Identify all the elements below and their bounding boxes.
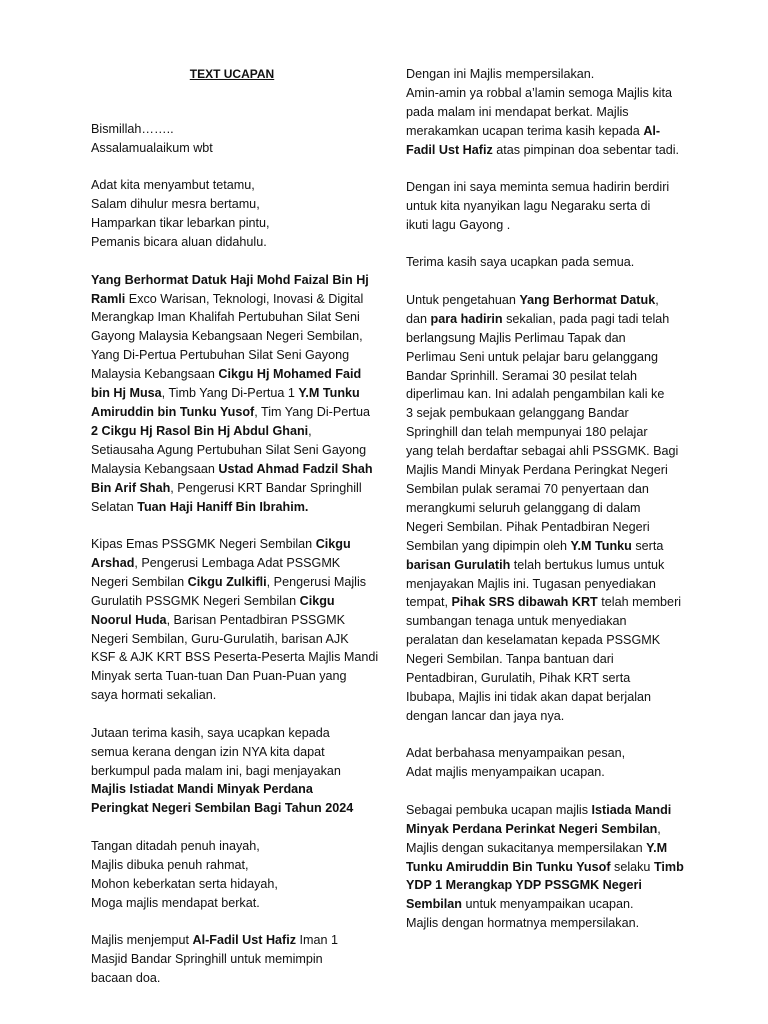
paragraph [406,291,688,726]
bold-text: Majlis Istiadat Mandi Minyak Perdana [91,782,313,797]
right-column [406,65,688,952]
body-text: , Tim Yang Di-Pertua [254,404,370,419]
body-text: Kipas Emas PSSGMK Negeri Sembilan [91,537,316,551]
text-line [406,367,688,386]
paragraph [406,253,688,272]
body-text: Dengan ini Majlis mempersilakan. [406,67,595,81]
paragraph [91,271,373,517]
body-text: telah memberi [597,595,682,610]
body-text: berkumpul pada malam ini, bagi menjayakan [91,763,341,778]
bold-text: Timb [653,859,684,874]
bold-text: Ramli [91,291,126,306]
paragraph [91,931,373,988]
text-line [91,346,373,365]
body-text: tempat, [406,595,452,610]
body-text: Sembilan pulak seramai 70 penyertaan dan [406,482,649,496]
left-paragraphs [91,120,379,988]
bold-text: Pihak SRS dibawah KRT [451,595,598,610]
body-text: Negeri Sembilan. Pihak Pentadbiran Negeri [406,519,650,534]
body-text: Terima kasih saya ucapkan pada semua. [406,255,635,270]
bold-text: bin Hj Musa [91,386,162,401]
text-line [406,480,688,499]
body-text: ikuti lagu Gayong . [406,217,511,232]
body-text: Yang Di-Pertua Pertubuhan Silat Seni Gayong [91,348,350,363]
text-line [406,329,688,348]
text-line [406,688,688,707]
paragraph [406,744,688,782]
text-line [406,650,688,669]
body-text: dengan lancar dan jaya nya. [406,708,565,723]
body-text: peralatan dan keselamatan kepada PSSGMK [406,633,661,648]
bold-text: Y.M Tunku [570,538,632,553]
bold-text: Yang Berhormat Datuk [519,292,656,307]
text-line [91,894,373,913]
text-line [91,479,373,498]
text-line [91,403,373,422]
text-line [91,743,373,762]
text-line [406,707,688,726]
body-text: Springhill dan telah mempunyai 180 pelajar [406,425,648,440]
body-text: Salam dihulur mesra bertamu, [91,197,260,212]
text-line [91,931,373,950]
body-text: Majlis dengan hormatnya mempersilakan. [406,916,640,931]
bold-text: Istiada Mandi [591,802,672,817]
body-text: , Pengerusi KRT Bandar Springhill [170,480,362,495]
text-line [91,950,373,969]
text-line [91,271,373,290]
text-line [406,178,688,197]
text-line [91,686,373,705]
text-line [91,856,373,875]
bold-text: Cikgu [315,537,351,551]
body-text: semua kerana dengan izin NYA kita dapat [91,744,325,759]
body-text: , Timb Yang Di-Pertua 1 [161,386,299,401]
text-line [91,308,373,327]
paragraph [91,535,379,705]
body-text: Assalamualaikum wbt [91,140,213,155]
body-text: Moga majlis mendapat berkat. [91,895,260,910]
bold-text: para hadirin [430,311,503,326]
text-line [91,837,373,856]
text-line [91,780,373,799]
bold-text: Y.M Tunku [298,386,360,401]
text-line [406,820,688,839]
bold-text: Arshad [91,555,135,570]
body-text: Hamparkan tikar lebarkan pintu, [91,216,270,231]
body-text: 3 sejak pembukaan gelanggang Bandar [406,406,629,421]
body-text: sumbangan tenaga untuk menyediakan [406,614,627,629]
text-line [406,631,688,650]
text-line [406,744,688,763]
paragraph [406,801,688,933]
body-text: Minyak serta Tuan-tuan Dan Puan-Puan yang [91,669,347,684]
body-text: Majlis dengan sukacitanya mempersilakan [406,840,647,855]
body-text: Pentadbiran, Gurulatih, Pihak KRT serta [406,671,631,686]
text-line [406,914,688,933]
bold-text: Bin Arif Shah [91,480,171,495]
text-line [91,969,373,988]
text-line [406,858,688,877]
text-line [406,141,688,160]
body-text: Sembilan yang dipimpin oleh [406,538,571,553]
body-text: Selatan [91,499,138,514]
left-column [91,65,379,1006]
body-text: Untuk pengetahuan [406,292,520,307]
text-line [91,195,373,214]
body-text: pada malam ini mendapat berkat. Majlis [406,104,629,119]
text-line [406,291,688,310]
text-line [91,535,373,554]
body-text: , Pengerusi Lembaga Adat PSSGMK [134,555,341,570]
text-line [91,648,379,667]
body-text: Jutaan terima kasih, saya ucapkan kepada [91,725,330,740]
text-line [406,876,688,895]
bold-text: Minyak Perdana Perinkat Negeri Sembilan [406,821,658,836]
body-text: Negeri Sembilan [91,574,188,589]
body-text: yang telah berdaftar sebagai ahli PSSGMK. Bagi [406,444,679,459]
body-text: , [657,821,661,836]
body-text: Majlis Mandi Minyak Perdana Peringkat Negeri [406,463,668,478]
text-line [91,498,373,517]
body-text: Sebagai pembuka ucapan majlis [406,802,592,817]
document-title: TEXT UCAPAN [189,67,275,81]
body-text: Negeri Sembilan, Guru-Gurulatih, barisan AJK [91,631,349,646]
body-text: Merangkap Iman Khalifah Pertubuhan Silat Seni [91,310,360,325]
text-line [406,216,688,235]
text-line [91,233,373,252]
text-line [406,763,688,782]
body-text: Masjid Bandar Springhill untuk memimpin [91,952,323,966]
bold-text: barisan Gurulatih [406,557,511,572]
text-line [91,384,373,403]
body-text: Malaysia Kebangsaan [91,367,219,382]
text-line [91,176,373,195]
text-line [91,573,373,592]
text-line [91,630,373,649]
text-line [406,537,688,556]
text-line [406,197,688,216]
text-line [91,799,373,818]
bold-text: Noorul Huda [91,612,167,627]
body-text: menjayakan Majlis ini. Tugasan penyediakan [406,576,656,591]
body-text: Majlis dibuka penuh rahmat, [91,857,249,872]
bold-text: Ustad Ahmad Fadzil Shah [218,461,373,476]
body-text: untuk menyampaikan ucapan. [462,897,634,912]
body-text: Ibubapa, Majlis ini tidak akan dapat berjalan [406,689,652,704]
paragraph [91,837,373,913]
body-text: Tangan ditadah penuh inayah, [91,838,260,853]
body-text: Exco Warisan, Teknologi, Inovasi & Digital [125,291,364,306]
text-line [91,139,373,158]
bold-text: Cikgu [299,593,335,608]
body-text: Adat majlis menyampaikan ucapan. [406,765,605,780]
text-line [91,214,373,233]
text-line [91,327,373,346]
body-text: dan [406,311,431,326]
body-text: , [308,423,312,438]
body-text: bacaan doa. [91,970,161,985]
paragraph [406,178,688,235]
bold-text: Fadil Ust Hafiz [406,142,493,157]
bold-text: Al- [643,123,661,138]
text-line [406,442,688,461]
text-line [406,801,688,820]
text-line [91,762,373,781]
bold-text: Al-Fadil Ust Hafiz [192,933,297,948]
text-line [406,518,688,537]
body-text: Adat kita menyambut tetamu, [91,178,255,193]
paragraph [91,120,373,158]
bold-text: Yang Berhormat Datuk Haji Mohd Faizal Bin Hj [91,272,369,287]
text-line [406,348,688,367]
body-text: Malaysia Kebangsaan [91,461,219,476]
bold-text: Peringkat Negeri Sembilan Bagi Tahun 2024 [91,801,354,816]
text-line [406,404,688,423]
body-text: diperlimau kan. Ini adalah pengambilan kali ke [406,387,665,402]
body-text: telah bertukus lumus untuk [510,557,665,572]
text-line [406,895,688,914]
text-line [406,575,688,594]
body-text: untuk kita nyanyikan lagu Negaraku serta di [406,199,651,214]
body-text: Bandar Sprinhill. Seramai 30 pesilat telah [406,368,638,383]
body-text: , [655,292,659,307]
text-line [91,460,373,479]
text-line [406,593,688,612]
text-line [406,556,688,575]
body-text: Mohon keberkatan serta hidayah, [91,876,278,891]
body-text: Dengan ini saya meminta semua hadirin berdiri [406,180,670,195]
body-text: Gurulatih PSSGMK Negeri Sembilan [91,593,300,608]
text-line [406,310,688,329]
body-text: Negeri Sembilan. Tanpa bantuan dari [406,652,614,667]
text-line [406,385,688,404]
bold-text: Y.M [646,840,668,855]
body-text: Perlimau Seni untuk pelajar baru gelanggang [406,349,659,364]
paragraph [406,65,688,160]
text-line [406,84,688,103]
bold-text: Tunku Amiruddin Bin Tunku Yusof [406,859,611,874]
body-text: Gayong Malaysia Kebangsaan Negeri Sembilan, [91,329,363,344]
text-line [91,611,373,630]
body-text: , Barisan Pentadbiran PSSGMK [166,612,346,627]
text-line [406,839,688,858]
text-line [91,592,373,611]
body-text: saya hormati sekalian. [91,688,217,703]
text-line [91,290,373,309]
bold-text: Sembilan [406,897,462,912]
body-text: Setiausaha Agung Pertubuhan Silat Seni Gayong [91,442,367,457]
body-text: Amin-amin ya robbal a’lamin semoga Majlis kita [406,85,672,100]
paragraph [91,724,373,819]
body-text: Iman 1 [296,933,339,948]
body-text: serta [631,538,664,553]
text-line [91,120,373,139]
body-text: KSF & AJK KRT BSS Peserta-Peserta Majlis Mandi [91,650,379,665]
paragraph [91,176,373,252]
text-line [406,612,688,631]
body-text: berlangsung Majlis Perlimau Tapak dan [406,330,626,345]
body-text: merangkumi seluruh gelanggang di dalam [406,500,641,515]
bold-text: Amiruddin bin Tunku Yusof [91,404,255,419]
text-line [91,875,373,894]
text-line [406,499,688,518]
body-text: Bismillah…….. [91,122,174,136]
bold-text: Cikgu Zulkifli [187,574,267,589]
text-line [406,65,688,84]
text-line [91,365,373,384]
text-line [406,669,688,688]
body-text: Pemanis bicara aluan didahulu. [91,235,267,250]
text-line [406,423,688,442]
bold-text: YDP 1 Merangkap YDP PSSGMK Negeri [406,878,642,893]
body-text: sekalian, pada pagi tadi telah [502,311,670,326]
text-line [406,461,688,480]
body-text: atas pimpinan doa sebentar tadi. [492,142,680,157]
text-line [91,441,373,460]
text-line [91,724,373,743]
body-text: , Pengerusi Majlis [266,574,367,589]
text-line [406,103,688,122]
body-text: Adat berbahasa menyampaikan pesan, [406,746,626,761]
text-line [91,422,373,441]
body-text: selaku [610,859,654,874]
text-line [406,122,688,141]
text-line [91,667,373,686]
text-line [91,554,373,573]
bold-text: 2 Cikgu Hj Rasol Bin Hj Abdul Ghani [91,423,309,438]
bold-text: Cikgu Hj Mohamed Faid [218,367,362,382]
bold-text: Tuan Haji Haniff Bin Ibrahim. [137,499,309,514]
right-paragraphs [406,65,688,933]
body-text: merakamkan ucapan terima kasih kepada [406,123,644,138]
body-text: Majlis menjemput [91,933,193,948]
text-line [406,253,688,272]
